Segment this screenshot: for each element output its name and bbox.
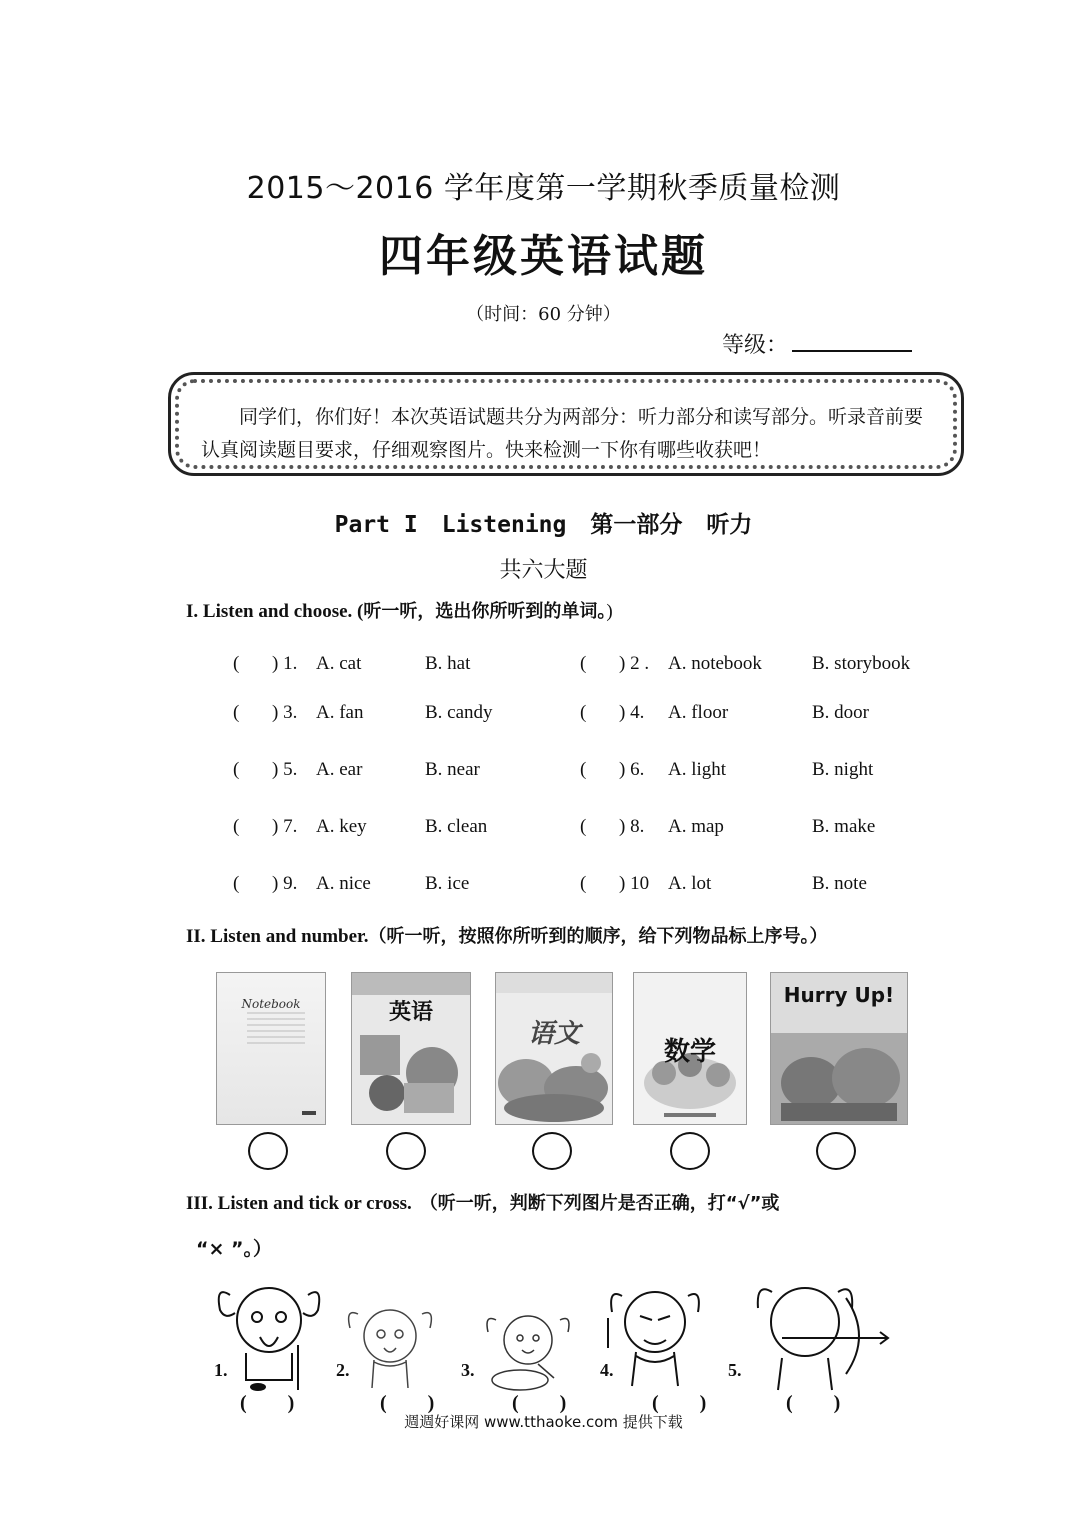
option-a: A. floor — [668, 702, 729, 723]
item-number: 5. — [728, 1360, 742, 1380]
answer-paren[interactable]: ( — [233, 759, 240, 780]
item-number: 3. — [461, 1360, 475, 1380]
option-a: A. cat — [316, 653, 362, 674]
question-number: ) 8. — [619, 816, 645, 837]
answer-paren[interactable]: ( — [233, 653, 240, 674]
option-a: A. fan — [316, 702, 364, 723]
section1-title-end: ) — [606, 601, 613, 622]
book-chinese — [495, 972, 613, 1125]
number-circle[interactable] — [816, 1132, 856, 1170]
goat-drawing — [600, 1278, 710, 1392]
option-b: B. storybook — [812, 653, 911, 674]
question-row — [0, 653, 1087, 683]
option-a: A. nice — [316, 873, 371, 894]
section1-title-cn: 听一听，选出你所听到的单词。 — [363, 601, 607, 622]
section1-heading — [186, 597, 613, 623]
option-b: B. clean — [425, 816, 488, 837]
item-number: 2. — [336, 1360, 350, 1380]
goat-drawing — [742, 1278, 892, 1394]
book-english-label: 英语 — [388, 1000, 433, 1025]
part-en-b: Listening — [441, 512, 567, 538]
part-title — [0, 506, 1087, 539]
question-row — [0, 759, 1087, 789]
question-number: ) 6. — [619, 759, 645, 780]
section3-heading — [186, 1189, 779, 1215]
exam-title: 2015～2016 学年度第一学期秋季质量检测 — [246, 171, 841, 206]
goat-drawing — [480, 1308, 576, 1392]
answer-paren[interactable]: ( ) — [512, 1392, 585, 1414]
option-b: B. night — [812, 759, 874, 780]
question-number: ) 10 — [619, 873, 650, 894]
question-row — [0, 702, 1087, 732]
goat-drawing — [340, 1300, 440, 1392]
question-count: 共六大题 — [499, 558, 588, 583]
option-b: B. make — [812, 816, 876, 837]
option-b: B. candy — [425, 702, 493, 723]
section3-title-cn: （听一听，判断下列图片是否正确，打“√”或 — [419, 1193, 780, 1214]
notebook-lines — [217, 973, 325, 1124]
part-cn-a: 第一部分 — [590, 512, 683, 538]
answer-paren[interactable]: ( — [580, 653, 587, 674]
option-a: A. notebook — [668, 653, 762, 674]
answer-paren[interactable]: ( ) — [380, 1392, 453, 1414]
footer-source: 週週好课网 www.tthaoke.com 提供下载 — [404, 1413, 683, 1431]
number-circle[interactable] — [248, 1132, 288, 1170]
option-a: A. ear — [316, 759, 363, 780]
question-number: ) 9. — [272, 873, 298, 894]
part-cn-b: 听力 — [706, 512, 753, 538]
grade-blank[interactable] — [792, 332, 912, 352]
answer-paren[interactable]: ( — [580, 816, 587, 837]
book-math — [633, 972, 747, 1125]
intro-text: 同学们，你们好！本次英语试题共分为两部分：听力部分和读写部分。听录音前要认真阅读题目要求，仔细观察图片。快来检测一下你有哪些收获吧！ — [175, 379, 957, 469]
option-b: B. hat — [425, 653, 471, 674]
goat-drawing — [210, 1275, 328, 1393]
question-number: ) 4. — [619, 702, 645, 723]
number-circle[interactable] — [386, 1132, 426, 1170]
section1-title-en: I. Listen and choose. ( — [186, 601, 364, 622]
grade-field — [722, 328, 912, 359]
number-circle[interactable] — [532, 1132, 572, 1170]
answer-paren[interactable]: ( ) — [786, 1392, 859, 1414]
option-a: A. lot — [668, 873, 712, 894]
option-b: B. ice — [425, 873, 470, 894]
item-number: 1. — [214, 1360, 228, 1380]
option-b: B. note — [812, 873, 867, 894]
section2-heading — [186, 922, 828, 948]
book-chinese-label: 语文 — [527, 1019, 580, 1049]
section3-title-cont: “× ”。） — [196, 1238, 273, 1260]
book-hurry-up-label: Hurry Up! — [783, 983, 895, 1007]
answer-paren[interactable]: ( ) — [240, 1392, 313, 1414]
book-math-label: 数学 — [663, 1037, 716, 1067]
part-en-a: Part I — [334, 512, 418, 538]
answer-paren[interactable]: ( — [580, 873, 587, 894]
answer-paren[interactable]: ( — [580, 759, 587, 780]
answer-paren[interactable]: ( — [233, 702, 240, 723]
time-limit: （时间：60 分钟） — [466, 304, 621, 325]
question-number: ) 1. — [272, 653, 298, 674]
number-circle[interactable] — [670, 1132, 710, 1170]
option-a: A. map — [668, 816, 724, 837]
exam-subtitle: 四年级英语试题 — [379, 231, 708, 282]
section2-title-cn: （听一听，按照你所听到的顺序，给下列物品标上序号。） — [368, 926, 828, 947]
grade-label: 等级： — [722, 333, 789, 358]
answer-paren[interactable]: ( — [233, 816, 240, 837]
question-number: ) 3. — [272, 702, 298, 723]
answer-paren[interactable]: ( — [233, 873, 240, 894]
question-number: ) 7. — [272, 816, 298, 837]
option-a: A. light — [668, 759, 727, 780]
book-notebook-label: Notebook — [241, 997, 301, 1011]
section2-title-en: II. Listen and number. — [186, 926, 369, 947]
book-hurry-up — [770, 972, 908, 1125]
option-b: B. near — [425, 759, 480, 780]
question-number: ) 5. — [272, 759, 298, 780]
question-row — [0, 873, 1087, 903]
answer-paren[interactable]: ( ) — [652, 1392, 725, 1414]
intro-box — [168, 372, 964, 476]
option-b: B. door — [812, 702, 869, 723]
question-row — [0, 816, 1087, 846]
book-english — [351, 972, 471, 1125]
question-number: ) 2 . — [619, 653, 650, 674]
book-notebook — [216, 972, 326, 1125]
option-a: A. key — [316, 816, 367, 837]
section3-title-en: III. Listen and tick or cross. — [186, 1193, 412, 1214]
item-number: 4. — [600, 1360, 614, 1380]
answer-paren[interactable]: ( — [580, 702, 587, 723]
